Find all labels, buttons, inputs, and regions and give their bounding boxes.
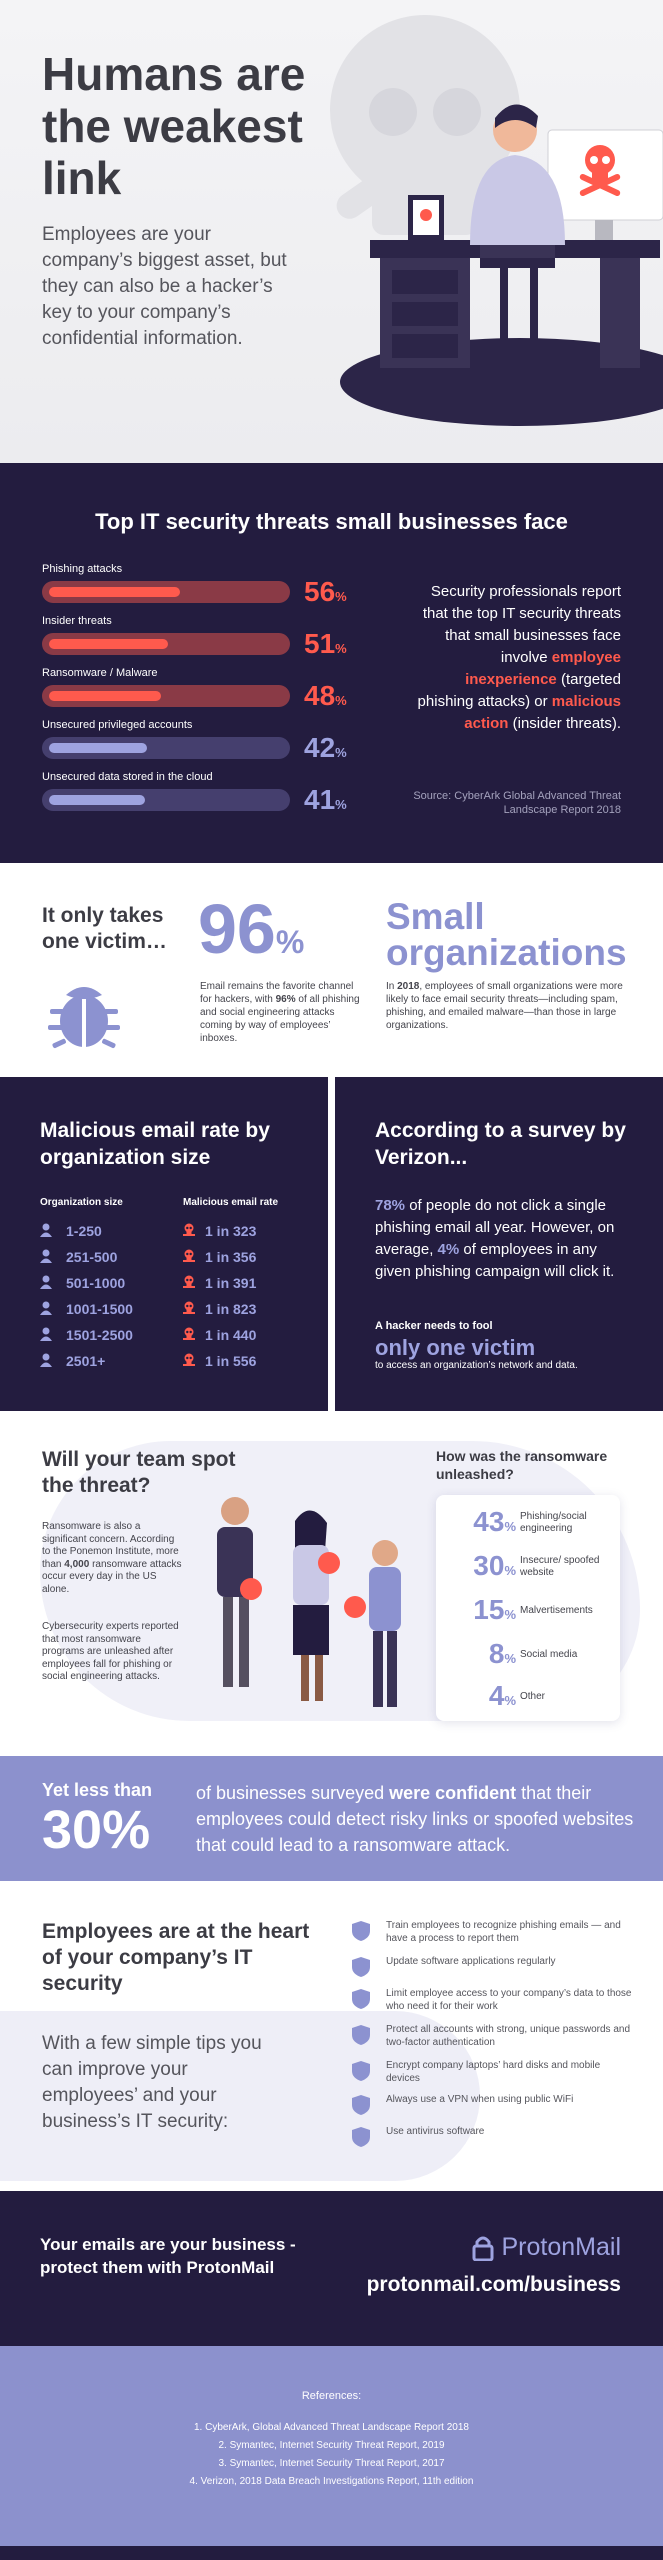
verizon-title: According to a survey by Verizon... bbox=[375, 1119, 626, 1169]
verizon-panel bbox=[335, 1077, 663, 1411]
confidence-section bbox=[0, 1756, 663, 1881]
spot-section bbox=[0, 1411, 663, 1756]
threat-label: Ransomware / Malware bbox=[42, 667, 158, 679]
email-rate: 1 in 356 bbox=[205, 1249, 257, 1265]
org-size: 1-250 bbox=[66, 1223, 102, 1239]
threat-bar-track bbox=[42, 581, 290, 603]
org-size: 501-1000 bbox=[66, 1275, 126, 1291]
tip-text: Protect all accounts with strong, unique passwords and two-factor authentication bbox=[386, 2024, 631, 2048]
ransomware-card bbox=[436, 1495, 620, 1721]
protonmail-business-link[interactable]: protonmail.com/business bbox=[366, 2273, 621, 2296]
stat-96: 96% bbox=[198, 890, 305, 968]
user-icon bbox=[40, 1301, 52, 1315]
threat-bar-row bbox=[42, 563, 372, 607]
user-icon bbox=[40, 1249, 52, 1263]
threat-percent: 51% bbox=[304, 628, 347, 659]
user-icon bbox=[40, 1353, 52, 1367]
tips-lead: With a few simple tips you can improve your employees’ and your business’s IT security: bbox=[42, 2033, 262, 2132]
ransomware-vector-row bbox=[456, 1639, 616, 1669]
threat-bar-row bbox=[42, 719, 372, 763]
vector-percent: 4% bbox=[488, 1680, 516, 1711]
protonmail-logo[interactable]: ProtonMail bbox=[472, 2233, 622, 2262]
email-rate: 1 in 823 bbox=[205, 1301, 257, 1317]
reference-item: 1. CyberArk, Global Advanced Threat Landscape Report 2018 bbox=[194, 2422, 469, 2433]
email-rate: 1 in 556 bbox=[205, 1353, 257, 1369]
rate-row bbox=[40, 1301, 310, 1327]
threat-label: Unsecured privileged accounts bbox=[42, 719, 193, 731]
vector-percent: 43% bbox=[473, 1506, 516, 1537]
threat-percent: 42% bbox=[304, 732, 347, 763]
spot-title: Will your team spot the threat? bbox=[42, 1448, 236, 1497]
yet-less-than: Yet less than bbox=[42, 1780, 153, 1800]
skull-icon bbox=[183, 1249, 195, 1263]
ransomware-vector-row bbox=[456, 1681, 616, 1711]
confidence-text: of businesses surveyed were confident that their employees could detect risky links or spoofed websites that could lead to a ransomware attack. bbox=[196, 1783, 634, 1855]
email-rate: 1 in 440 bbox=[205, 1327, 257, 1343]
threat-bar-fill bbox=[49, 743, 147, 753]
org-size: 251-500 bbox=[66, 1249, 118, 1265]
references-title: References: bbox=[301, 2390, 362, 2402]
tip-text: Encrypt company laptops’ hard disks and mobile devices bbox=[386, 2060, 601, 2084]
col-email-rate: Malicious email rate bbox=[183, 1197, 279, 1208]
bug-icon bbox=[44, 973, 124, 1053]
skull-icon bbox=[183, 1275, 195, 1289]
hero-lead: Employees are your company’s biggest asset, but they can also be a hacker’s key to your company’s confidential information. bbox=[42, 224, 287, 349]
rate-row bbox=[40, 1223, 310, 1249]
email-rate-panel bbox=[0, 1077, 328, 1411]
skull-icon bbox=[183, 1327, 195, 1341]
footer-bar bbox=[0, 2546, 663, 2560]
tips-section bbox=[0, 1881, 663, 2191]
threat-bar-fill bbox=[49, 587, 180, 597]
threat-percent: 41% bbox=[304, 784, 347, 815]
ransomware-vector-row bbox=[456, 1595, 616, 1625]
rates-section bbox=[0, 1077, 663, 1411]
rate-row bbox=[40, 1249, 310, 1275]
access-text: to access an organization’s network and data. bbox=[375, 1360, 578, 1371]
spot-text-2: Cybersecurity experts reported that most ransomware programs are unleashed after employees fall for phishing or social engineering attacks. bbox=[42, 1621, 179, 1682]
shield-icon bbox=[352, 2061, 370, 2081]
threats-source: Source: CyberArk Global Advanced Threat Landscape Report 2018 bbox=[413, 790, 621, 816]
small-organizations-heading: Small organizations bbox=[386, 896, 627, 973]
tip-text: Use antivirus software bbox=[386, 2126, 485, 2137]
threats-description: Security professionals report that the top IT security threats that small businesses face involve employee inexperience (targeted phishing attacks) or malicious action (insider threats). bbox=[417, 583, 621, 732]
references-section bbox=[0, 2346, 663, 2546]
stat-30: 30% bbox=[42, 1800, 151, 1860]
user-icon bbox=[40, 1223, 52, 1237]
org-size: 2501+ bbox=[66, 1353, 106, 1369]
threat-bar-fill bbox=[49, 691, 161, 701]
threat-bar-track bbox=[42, 737, 290, 759]
tip-item bbox=[352, 2125, 632, 2155]
threat-percent: 48% bbox=[304, 680, 347, 711]
reference-item: 4. Verizon, 2018 Data Breach Investigations Report, 11th edition bbox=[189, 2476, 474, 2487]
tip-text: Update software applications regularly bbox=[386, 1956, 556, 1967]
user-icon bbox=[40, 1275, 52, 1289]
threats-title: Top IT security threats small businesses face bbox=[95, 509, 568, 534]
vector-label: Other bbox=[520, 1691, 546, 1702]
spot-text-1: Ransomware is also a significant concern. According to the Ponemon Institute, more than 4,000 ransomware attacks occur every day in the US alone. bbox=[42, 1521, 182, 1595]
tip-item bbox=[352, 1955, 632, 1985]
col-org-size: Organization size bbox=[40, 1197, 123, 1208]
hero-section bbox=[0, 0, 663, 463]
vector-percent: 15% bbox=[473, 1594, 516, 1625]
threat-bar-fill bbox=[49, 639, 168, 649]
threat-label: Insider threats bbox=[42, 615, 112, 627]
rate-row bbox=[40, 1275, 310, 1301]
email-rate: 1 in 323 bbox=[205, 1223, 257, 1239]
only-one-victim: only one victim bbox=[375, 1335, 536, 1360]
hero-title: Humans are the weakest link bbox=[42, 48, 306, 204]
small-organizations-text: In 2018, employees of small organizations were more likely to face email security threats—including spam, phishing, and emailed malware—than those in large organizations. bbox=[386, 981, 623, 1031]
threat-label: Unsecured data stored in the cloud bbox=[42, 771, 213, 783]
email-rate-title: Malicious email rate by organization size bbox=[40, 1119, 270, 1169]
victim-section bbox=[0, 863, 663, 1077]
threat-bar-row bbox=[42, 615, 372, 659]
stat-96-text: Email remains the favorite channel for hackers, with 96% of all phishing and social engineering attacks coming by way of employees’ inboxes. bbox=[200, 981, 360, 1044]
skull-icon bbox=[183, 1353, 195, 1367]
org-size: 1501-2500 bbox=[66, 1327, 133, 1343]
tip-text: Train employees to recognize phishing emails — and have a process to report them bbox=[386, 1920, 621, 1944]
threat-bar-row bbox=[42, 667, 372, 711]
tip-item bbox=[352, 2023, 632, 2053]
lock-icon bbox=[472, 2235, 494, 2261]
verizon-text: 78% of people do not click a single phishing email all year. However, on average, 4% of employees in any given phishing campaign will click it. bbox=[375, 1197, 615, 1280]
user-icon bbox=[40, 1327, 52, 1341]
vector-percent: 30% bbox=[473, 1550, 516, 1581]
ransomware-vector-row bbox=[456, 1507, 616, 1537]
shield-icon bbox=[352, 2095, 370, 2115]
hacker-needs: A hacker needs to fool bbox=[375, 1320, 493, 1332]
shield-icon bbox=[352, 2025, 370, 2045]
vector-label: Phishing/social engineering bbox=[520, 1511, 587, 1534]
tip-item bbox=[352, 1987, 632, 2017]
tip-item bbox=[352, 1919, 632, 1949]
shield-icon bbox=[352, 2127, 370, 2147]
reference-item: 3. Symantec, Internet Security Threat Report, 2017 bbox=[218, 2458, 445, 2469]
cta-text: Your emails are your business - protect them with ProtonMail bbox=[40, 2235, 296, 2277]
shield-icon bbox=[352, 1989, 370, 2009]
tip-item bbox=[352, 2093, 632, 2123]
tip-item bbox=[352, 2059, 632, 2089]
tip-text: Limit employee access to your company’s data to those who need it for their work bbox=[386, 1988, 632, 2012]
email-rate: 1 in 391 bbox=[205, 1275, 257, 1291]
shield-icon bbox=[352, 1921, 370, 1941]
vector-label: Insecure/ spoofed website bbox=[520, 1555, 600, 1578]
rate-row bbox=[40, 1353, 310, 1379]
threat-bar-track bbox=[42, 789, 290, 811]
team-illustration bbox=[195, 1481, 435, 1741]
shield-icon bbox=[352, 1957, 370, 1977]
ransomware-vector-row bbox=[456, 1551, 616, 1581]
tips-title: Employees are at the heart of your company’s IT security bbox=[42, 1920, 310, 1995]
vector-label: Social media bbox=[520, 1649, 578, 1660]
threat-bar-track bbox=[42, 633, 290, 655]
rate-row bbox=[40, 1327, 310, 1353]
tip-text: Always use a VPN when using public WiFi bbox=[386, 2094, 574, 2105]
how-unleashed-heading: How was the ransomware unleashed? bbox=[436, 1448, 608, 1482]
threats-section bbox=[0, 463, 663, 863]
only-takes-heading: It only takes one victim… bbox=[42, 904, 167, 953]
skull-icon bbox=[183, 1223, 195, 1237]
org-size: 1001-1500 bbox=[66, 1301, 133, 1317]
cta-section bbox=[0, 2191, 663, 2346]
threat-bar-fill bbox=[49, 795, 145, 805]
threat-percent: 56% bbox=[304, 576, 347, 607]
vector-percent: 8% bbox=[488, 1638, 516, 1669]
reference-item: 2. Symantec, Internet Security Threat Report, 2019 bbox=[218, 2440, 445, 2451]
vector-label: Malvertisements bbox=[520, 1605, 593, 1616]
threat-label: Phishing attacks bbox=[42, 563, 123, 575]
threat-bar-row bbox=[42, 771, 372, 815]
threat-bar-track bbox=[42, 685, 290, 707]
skull-icon bbox=[183, 1301, 195, 1315]
